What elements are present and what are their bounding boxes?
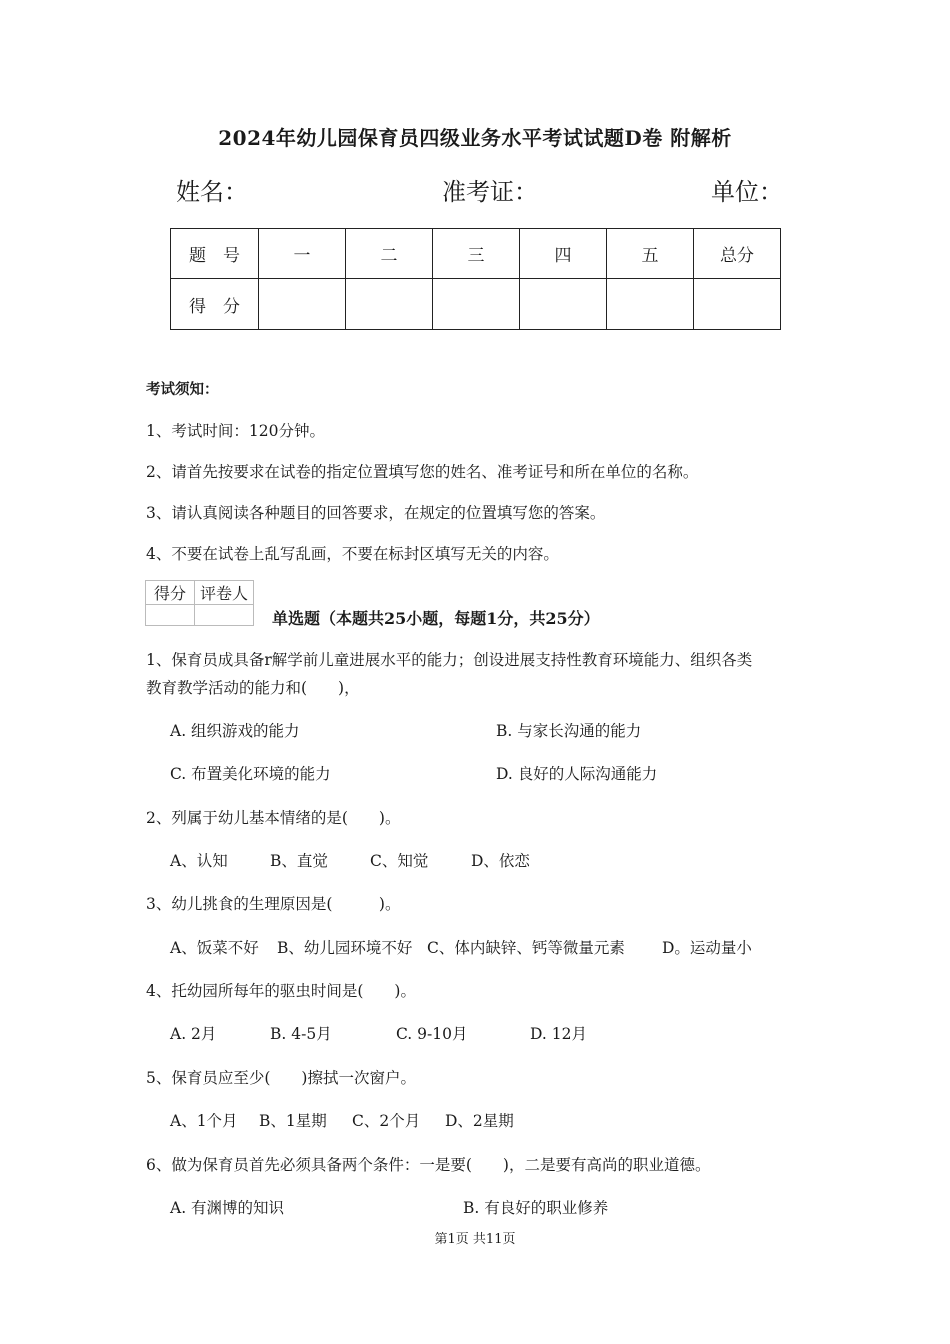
question-2-option-b: B、直觉 <box>270 852 328 870</box>
score-table <box>170 228 781 330</box>
question-2-option-d: D、依恋 <box>471 852 530 870</box>
question-4-option-b: B. 4-5月 <box>270 1025 332 1043</box>
question-3-option-c: C、体内缺锌、钙等微量元素 <box>427 939 625 957</box>
score-table-header-row <box>171 229 781 279</box>
grader-score-label: 得分 <box>146 581 195 605</box>
grader-name-cell[interactable] <box>195 605 254 626</box>
question-6-stem: 6、做为保育员首先必须具备两个条件：一是要( )，二是要有高尚的职业道德。 <box>146 1156 711 1174</box>
page-title: 2024年幼儿园保育员四级业务水平考试试题D卷 附解析 <box>218 126 732 150</box>
question-2-option-a: A、认知 <box>170 852 228 870</box>
score-table-header-cell: 一 <box>259 229 346 279</box>
question-2-stem: 2、列属于幼儿基本情绪的是( )。 <box>146 809 401 827</box>
question-5-option-c: C、2个月 <box>352 1112 421 1130</box>
question-1-option-d: D. 良好的人际沟通能力 <box>496 765 658 783</box>
unit-field-label: 单位： <box>711 178 783 206</box>
notice-item: 4、不要在试卷上乱写乱画，不要在标封区填写无关的内容。 <box>146 545 559 563</box>
question-5-option-a: A、1个月 <box>170 1112 238 1130</box>
question-5-option-b: B、1星期 <box>259 1112 327 1130</box>
section-heading: 单选题（本题共25小题，每题1分，共25分） <box>272 609 600 628</box>
score-row-label: 得 分 <box>171 279 259 330</box>
question-3-option-b: B、幼儿园环境不好 <box>277 939 413 957</box>
question-6-option-a: A. 有渊博的知识 <box>170 1199 285 1217</box>
question-1-option-b: B. 与家长沟通的能力 <box>496 722 642 740</box>
score-table-score-row <box>171 279 781 330</box>
question-5-stem: 5、保育员应至少( )擦拭一次窗户。 <box>146 1069 416 1087</box>
exam-id-field-label: 准考证： <box>442 178 538 206</box>
name-field-label: 姓名： <box>176 178 248 206</box>
question-5-option-d: D、2星期 <box>445 1112 514 1130</box>
question-4-option-d: D. 12月 <box>530 1025 587 1043</box>
score-table-header-cell: 四 <box>520 229 607 279</box>
question-3-option-d: D。运动量小 <box>662 939 752 957</box>
score-table-header-cell: 二 <box>346 229 433 279</box>
score-table-header-cell: 总分 <box>694 229 781 279</box>
question-4-option-a: A. 2月 <box>170 1025 217 1043</box>
score-cell[interactable] <box>433 279 520 330</box>
score-cell[interactable] <box>259 279 346 330</box>
notice-item: 1、考试时间：120分钟。 <box>146 422 325 440</box>
score-table-header-cell: 五 <box>607 229 694 279</box>
question-3-stem: 3、幼儿挑食的生理原因是( )。 <box>146 895 401 913</box>
score-cell[interactable] <box>694 279 781 330</box>
question-1-stem-cont: 教育教学活动的能力和( )， <box>146 679 360 697</box>
question-4-stem: 4、托幼园所每年的驱虫时间是( )。 <box>146 982 416 1000</box>
score-cell[interactable] <box>346 279 433 330</box>
question-6-option-b: B. 有良好的职业修养 <box>463 1199 609 1217</box>
score-cell[interactable] <box>520 279 607 330</box>
score-table-header-cell: 题 号 <box>171 229 259 279</box>
score-table-header-cell: 三 <box>433 229 520 279</box>
grader-name-label: 评卷人 <box>195 581 254 605</box>
notice-item: 2、请首先按要求在试卷的指定位置填写您的姓名、准考证号和所在单位的名称。 <box>146 463 699 481</box>
question-1-option-c: C. 布置美化环境的能力 <box>170 765 331 783</box>
notice-heading: 考试须知： <box>146 381 219 398</box>
question-2-option-c: C、知觉 <box>370 852 429 870</box>
question-1-option-a: A. 组织游戏的能力 <box>170 722 300 740</box>
grader-score-cell[interactable] <box>146 605 195 626</box>
question-4-option-c: C. 9-10月 <box>396 1025 468 1043</box>
question-1-stem: 1、保育员成具备r解学前儿童进展水平的能力；创设进展支持性教育环境能力、组织各类 <box>146 651 753 669</box>
score-cell[interactable] <box>607 279 694 330</box>
page-footer: 第1页 共11页 <box>434 1232 516 1247</box>
grader-box <box>145 580 254 626</box>
question-3-option-a: A、饭菜不好 <box>170 939 259 957</box>
notice-item: 3、请认真阅读各种题目的回答要求，在规定的位置填写您的答案。 <box>146 504 606 522</box>
